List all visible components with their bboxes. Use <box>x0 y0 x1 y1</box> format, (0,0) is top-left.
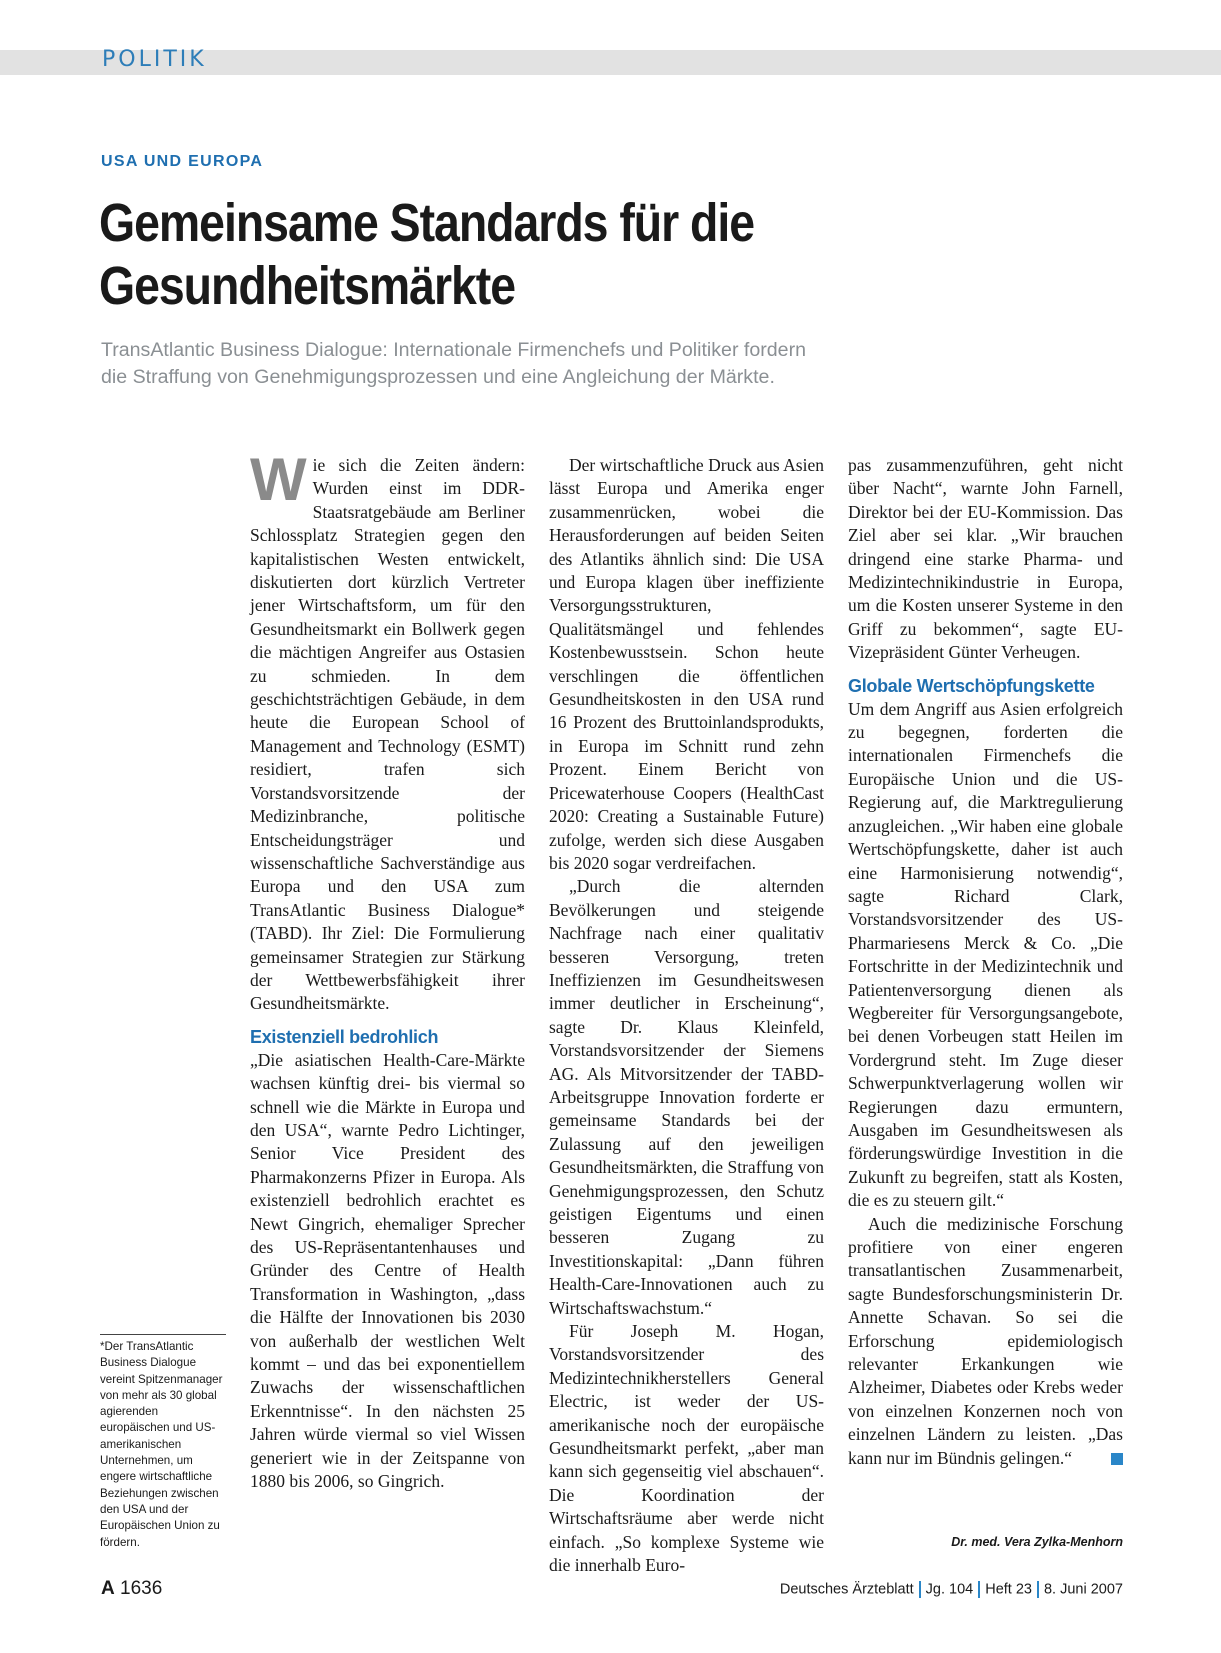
paragraph: „Die asiatischen Health-Care-Märkte wachsen künftig drei- bis viermal so schnell wie die Märkte in Europa und den USA“, warnte Pedro Lichtinger, Senior Vice President des Pharmakonzerns Pfizer in Europa. Als existenziell bedrohlich erachtet es Newt Gingrich, ehemaliger Sprecher des US-Repräsentantenhauses und Gründer des Centre of Health Transformation in Washington, „dass die Hälfte der Innovationen bis 2030 von außerhalb der westlichen Welt kommt – und das bei exponentiellem Zuwachs der wissenschaftlichen Erkenntnisse“. In den nächsten 25 Jahren würde viermal so viel Wissen generiert wie in der Zeitspanne von 1880 bis 2006, so Gingrich. <box>250 1049 525 1492</box>
paragraph: Um dem Angriff aus Asien erfolgreich zu begegnen, forderten die internationalen Firmenchefs die Europäische Union und die US-Regierung auf, die Marktregulierung anzugleichen. „Wir haben eine globale Wertschöpfungskette, daher ist auch eine Harmonisierung notwendig“, sagte Richard Clark, Vorstandsvorsitzender des US-Pharmariesens Merck & Co. „Die Fortschritte in der Medizintechnik und Patientenversorgung dienen als Wegbereiter für Versorgungsangebote, bei denen Vorbeugen statt Heilen im Vordergrund steht. Im Zuge dieser Schwerpunktverlagerung wollen wir Regierungen dazu ermuntern, Ausgaben im Gesundheitswesen als förderungswürdige Investition in die Zukunft zu begreifen, statt als Kosten, die es zu steuern gilt.“ <box>848 698 1123 1211</box>
column-3 <box>848 454 1123 1470</box>
separator <box>978 1581 980 1598</box>
paragraph-final <box>848 1213 1123 1470</box>
deck <box>101 337 981 391</box>
volume: Jg. 104 <box>925 1581 974 1598</box>
footer-info <box>780 1581 1123 1598</box>
paragraph-intro <box>250 446 525 1016</box>
headline-line-2: Gesundheitsmärkte <box>99 256 516 316</box>
subhead-existenziell: Existenziell bedrohlich <box>250 1026 439 1047</box>
paragraph: Der wirtschaftliche Druck aus Asien lässt Europa und Amerika enger zusammenrücken, wobei die Herausforderungen auf beiden Seiten des Atlantiks ähnlich sind: Die USA und Europa klagen über ineffiziente Versorgungsstrukturen, Qualitätsmängel und fehlendes Kostenbewusstsein. Schon heute verschlingen die öffentlichen Gesundheitskosten in den USA rund 16 Prozent des Bruttoinlandsprodukts, in Europa im Schnitt rund zehn Prozent. Einem Bericht von Pricewaterhouse Coopers (HealthCast 2020: Creating a Sustainable Future) zufolge, werden sich diese Ausgaben bis 2020 sogar verdreifachen. <box>549 455 824 873</box>
journal-name: Deutsches Ärzteblatt <box>779 1581 914 1598</box>
column-2 <box>549 454 824 1578</box>
deck-line-1: TransAtlantic Business Dialogue: Internationale Firmenchefs und Politiker fordern <box>101 339 807 361</box>
footnote: *Der TransAtlantic Business Dialogue vereint Spitzenmanager von mehr als 30 global agierenden europäischen und US-amerikanischen Unternehmen, um engere wirtschaftliche Beziehungen zwischen den USA und der Europäischen Union zu fördern. <box>100 1334 226 1551</box>
final-text: Auch die medizinische Forschung profitiere von einer engeren transatlantischen Zusammenarbeit, sagte Bundesforschungsministerin Dr. Annette Schavan. So sei die Erforschung epidemiologisch relevanter Erkankungen wie Alzheimer, Diabetes oder Krebs weder von einzelnen Konzernen noch von einzelnen Ländern zu leisten. „Das kann nur im Bündnis gelingen.“ <box>848 1213 1123 1468</box>
subhead-globale: Globale Wertschöpfungskette <box>848 675 1095 696</box>
author-byline: Dr. med. Vera Zylka-Menhorn <box>951 1535 1123 1549</box>
deck-line-2: die Straffung von Genehmigungsprozessen und eine Angleichung der Märkte. <box>101 366 775 388</box>
page-prefix: A <box>101 1578 115 1599</box>
headline-line-1: Gemeinsame Standards für die <box>99 193 755 253</box>
date: 8. Juni 2007 <box>1043 1581 1123 1598</box>
dropcap: W <box>250 446 307 513</box>
kicker: USA UND EUROPA <box>101 153 264 170</box>
section-label: POLITIK <box>102 47 207 72</box>
paragraph: Für Joseph M. Hogan, Vorstandsvorsitzender des Medizintechnikherstellers General Electric, ist weder der US-amerikanische noch der europäische Gesundheitsmarkt perfekt, „aber man kann sich gegenseitig viel abschauen“. Die Koordination der Wirtschaftsräume aber werde nicht einfach. „So komplexe Systeme wie die innerhalb Euro- <box>549 1321 824 1576</box>
intro-text: ie sich die Zeiten ändern: Wurden einst im DDR-Staatsratgebäude am Berliner Schlossplatz Strategien gegen den kapitalistischen Westen entwickelt, diskutierten dort kürzlich Vertreter jener Wirtschaftsform, um für den Gesundheitsmarkt ein Bollwerk gegen die mächtigen Angreifer aus Ostasien zu schmieden. In dem geschichtsträchtigen Gebäude, in dem heute die European School of Management and Technology (ESMT) residiert, trafen sich Vorstandsvorsitzende der Medizinbranche, politische Entscheidungsträger und wissenschaftliche Sachverständige aus Europa und den USA zum TransAtlantic Business Dialogue* (TABD). Ihr Ziel: Die Formulierung gemeinsamer Strategien zur Stärkung der Wettbewerbsfähigkeit ihrer Gesundheitsmärkte. <box>250 455 525 1014</box>
headline <box>99 192 873 318</box>
paragraph: pas zusammenzuführen, geht nicht über Nacht“, warnte John Farnell, Direktor bei der EU-Kommission. Das Ziel aber sei klar. „Wir brauchen dringend eine starke Pharma- und Medizintechnikindustrie in Europa, um die Kosten unserer Systeme in den Griff zu bekommen“, sagte EU-Vizepräsident Günter Verheugen. <box>848 455 1123 663</box>
end-mark-icon <box>1111 1453 1123 1465</box>
separator <box>919 1581 921 1598</box>
page-number-value: 1636 <box>120 1578 163 1599</box>
column-1 <box>250 446 525 1493</box>
separator <box>1037 1581 1039 1598</box>
page-number <box>101 1578 162 1600</box>
paragraph: „Durch die alternden Bevölkerungen und steigende Nachfrage nach einer qualitativ besseren Versorgung, treten Ineffizienzen im Gesundheitswesen immer deutlicher in Erscheinung“, sagte Dr. Klaus Kleinfeld, Vorstandsvorsitzender der Siemens AG. Als Mitvorsitzender der TABD-Arbeitsgruppe Innovation forderte er gemeinsame Standards bei der Zulassung auf den jeweiligen Gesundheitsmärkten, die Straffung von Genehmigungsprozessen, den Schutz geistigen Eigentums und einen besseren Zugang zu Investitionskapital: „Dann führen Health-Care-Innovationen auch zu Wirtschaftswachstum.“ <box>549 876 824 1318</box>
issue: Heft 23 <box>985 1581 1032 1598</box>
